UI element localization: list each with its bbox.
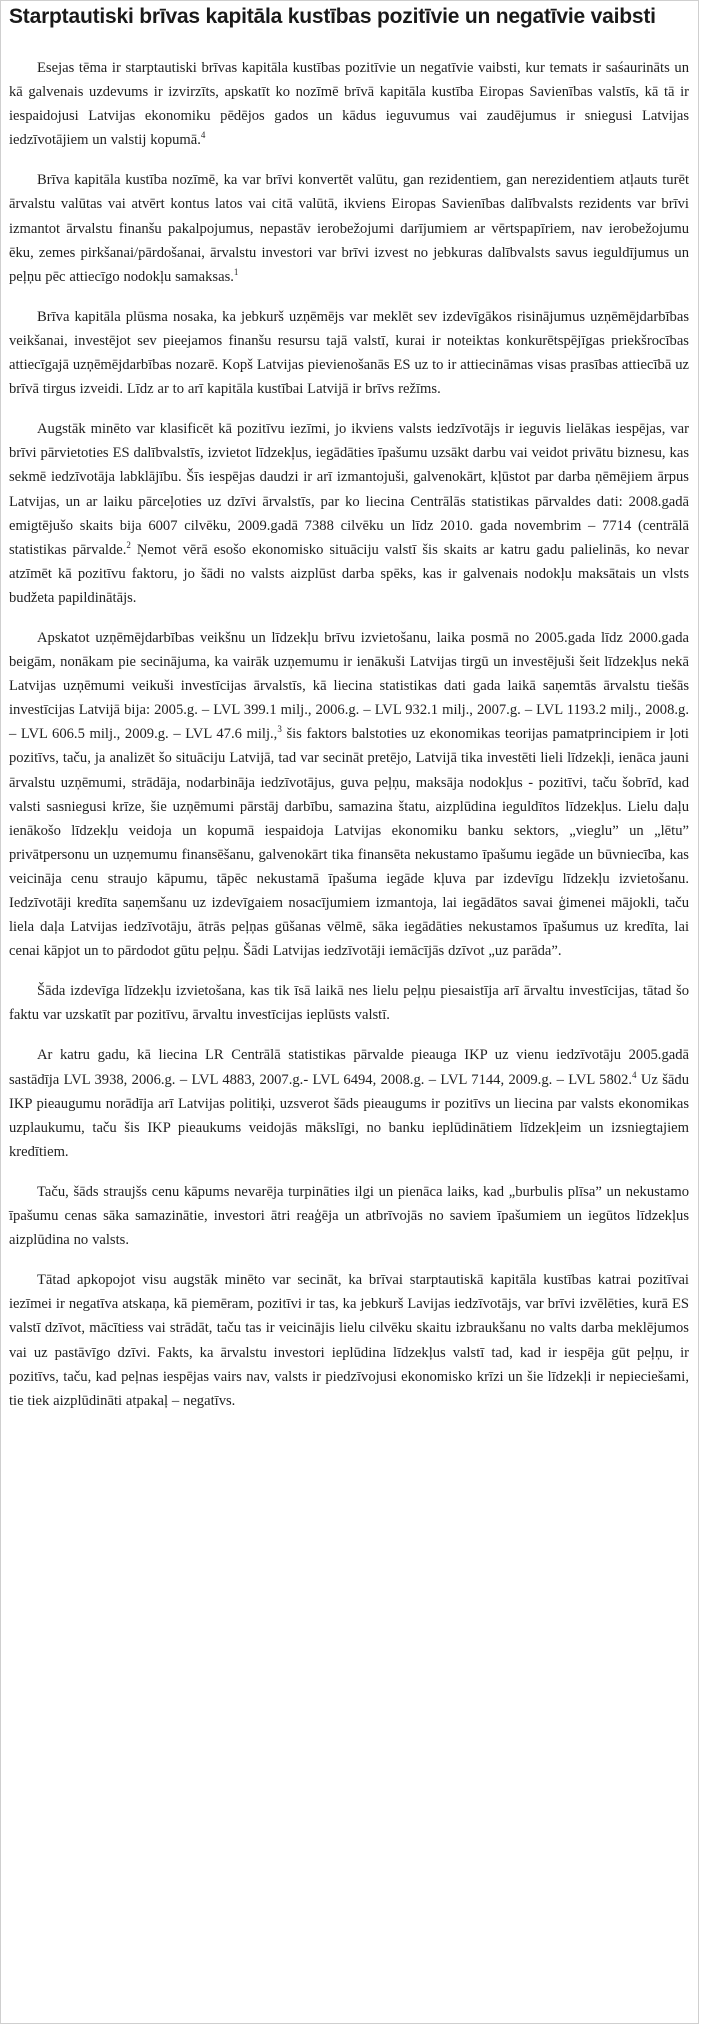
paragraph-6: [9, 979, 689, 1027]
paragraph-text: Esejas tēma ir starptautiski brīvas kapitāla kustības pozitīvie un negatīvie vaibsti, kur temats ir saśaurināts un kā galvenais uzdevums ir izvirzīts, apskatīt ko nozīmē brīvā kapitāla kustība Eiropas Savienības valstīs, kā tā ir iespaidojusi Latvijas ekonomiku pēdējos gados un kādus ieguvumus vai zaudējumus ir sniegusi Latvijas iedzīvotājiem un valstij kopumā.: [9, 60, 689, 149]
paragraph-5: [9, 626, 689, 963]
paragraph-text-cont: Ņemot vērā esošo ekonomisko situāciju valstī šis skaits ar katru gadu palielinās, ko nevar atzīmēt kā pozitīvu faktoru, jo šādi no valsts aizplūst darba spēks, kas ir galvenais nodokļu maksātais un vlsts budžeta papildinātājs.: [9, 541, 690, 606]
paragraph-text-cont: Uz šādu IKP pieaugumu norādīja arī Latvijas politiķi, uzsverot šāds pieaugums ir pozitīvs un liecina par valsts ekonomikas uzplaukumu, taču šis IKP pieaukums veidojās mākslīgi, no banku ieplūdinātiem līdzekļeim un izsniegtajiem kredītiem.: [9, 1071, 689, 1160]
paragraph-text: Apskatot uzņēmējdarbības veikšnu un līdzekļu brīvu izvietošanu, laika posmā no 2005.gada līdz 2000.gada beigām, nonākam pie secinājuma, ka vairāk uzņemumu ir ienākuši Latvijas tirgū un investējuši šeit līdzekļus nekā Latvijas uzņēmumi veikuši investīcijas ārvalstīs, kā liecina statistikas dati gada laikā saņemtās ārvalstu tiešās investīcijas Latvijā bija: 2005.g. – LVL 399.1 milj., 2006.g. – LVL 932.1 milj., 2007.g. – LVL 1193.2 milj., 2008.g. – LVL 606.5 milj., 2009.g. – LVL 47.6 milj.,: [9, 629, 689, 743]
paragraph-text: Taču, šāds straujšs cenu kāpums nevarēja turpināties ilgi un pienāca laiks, kad „burbulis plīsa” un nekustamo īpašumu cenas sāka samazinātie, investori ātri reaģēja un atbrīvojās no saviem īpašumiem un iegūtos līdzekļus aizplūdina no valsts.: [9, 1183, 689, 1249]
document-body: [9, 56, 689, 1429]
paragraph-1: [9, 56, 689, 152]
footnote-ref: 3: [277, 724, 282, 735]
paragraph-4: [9, 417, 689, 610]
paragraph-7: [9, 1043, 689, 1163]
document-title: Starptautiski brīvas kapitāla kustības pozitīvie un negatīvie vaibsti: [9, 5, 656, 28]
paragraph-text: Šāda izdevīga līdzekļu izvietošana, kas tik īsā laikā nes lielu peļņu piesaistīja arī ārvaltu investīcijas, tātad šo faktu var uzskatīt par pozitīvu, ārvaltu investīcijas ieplūsts valstī.: [9, 983, 689, 1024]
footnote-ref: 2: [126, 539, 131, 550]
paragraph-3: [9, 305, 689, 401]
paragraph-8: [9, 1180, 689, 1252]
paragraph-text: Tātad apkopojot visu augstāk minēto var secināt, ka brīvai starptautiskā kapitāla kustības katrai pozitīvai iezīmei ir negatīva atskaņa, kā piemēram, pozitīvi ir tas, ka jebkurš Lavijas iedzīvotājs, var brīvi izvēlēties, kurā ES valstī dzīvot, mācītiess vai strādāt, taču tas ir veicinājis lielu cilvēku skaitu izbraukšanu no valts darba meklējumos vai uz pastāvīgo dzīvi. Fakts, ka ārvalstu investori ieplūdina līdzekļus valstī tad, kad ir iespēja gūt peļņu, ir pozitīvs, taču, kad peļnas iespējas vairs nav, valsts ir piedzīvojusi ekonomisko krīzi un šie līdzekļi ir nepieciešami, tie tiek aizplūdināti atpakaļ – negatīvs.: [9, 1272, 689, 1409]
paragraph-text-cont: šis faktors balstoties uz ekonomikas teorijas pamatprincipiem ir ļoti pozitīvs, taču, ja analizēt šo situāciju Latvijā, tad var secināt pretējo, Latvijā tika investēti lieli līdzekļi, ienāca jauni ārvalstu uzņēmumi, strādāja, nodarbināja iedzīvotājus, guva peļņu, maksāja nodokļus - pozitīvi, taču šobrīd, kad valsti sasniegusi krīze, šie uzņēmumi pārstāj darbību, samazina štatu, aizplūdina ieguldītos līdzekļus. Lielu daļu ienākošo līdzekļu veidoja un kopumā iespaidoja Latvijas ekonomiku banku sektors, „vieglu” un „lētu” privātpersonu un uzņemumu finansēšanu, galvenokārt tika finansēta nekustamo īpašumu iegāde un būvniecība, kas veicināja cenu straujo kāpumu, tāpēc nekustamā īpašuma iegāde kļuva par izdevīgu līdzekļu izvietošanu. Iedzīvotāji kredīta saņemšanu uz izdevīgaiem nosacījumiem izmantoja, lai iegādātos savai ģimenei mājokli, taču liela daļa Latvijas iedzīvotāju, ātrās peļņas gūšanas vēlmē, sāka iegādāties nekustamos īpašumus uz kredīta, lai cenai kāpjot un to pārdodot gūtu peļņu. Šādi Latvijas iedzīvotāji iemācījās dzīvot „uz parāda”.: [9, 726, 689, 960]
paragraph-2: [9, 168, 689, 288]
paragraph-text: Ar katru gadu, kā liecina LR Centrālā statistikas pārvalde pieauga IKP uz vienu iedzīvotāju 2005.gadā sastādīja LVL 3938, 2006.g. – LVL 4883, 2007.g.- LVL 6494, 2008.g. – LVL 7144, 2009.g. – LVL 5802.: [9, 1047, 689, 1088]
footnote-ref: 4: [631, 1069, 637, 1080]
paragraph-text: Brīva kapitāla plūsma nosaka, ka jebkurš uzņēmējs var meklēt sev izdevīgākos risinājumus uzņēmējdarbības veikšanai, investējot sev pieejamos finanšu resursu tajā valstī, kurai ir noteiktas konkurētspējīgas priekšrocības attiecīgajā uzņēmējdarbības nozarē. Kopš Latvijas pievienošanās ES uz to ir attiecināmas visas prasības attiecībā uz brīvā tirgus izveidi. Līdz ar to arī kapitāla kustībai Latvijā ir brīvs režīms.: [9, 308, 689, 398]
footnote-ref: 1: [233, 266, 239, 277]
footnote-ref: 4: [200, 130, 206, 141]
paragraph-9: [9, 1268, 689, 1413]
paragraph-text: Brīva kapitāla kustība nozīmē, ka var brīvi konvertēt valūtu, gan rezidentiem, gan nerezidentiem atļauts turēt ārvalstu valūtas vai atvērt kontus latos vai citā valūtā, ikviens Eiropas Savienības dalībvalsts rezidents var brīvi izmantot ārvalstu finanšu pakalpojumus, nepastāv ierobežojumi darījumiem ar vērtspapīriem, nav ierobežojumu ēku, zemes pirkšanai/pārdošanai, ārvalstu investori var brīvi izvest no jebkuras dalībvalsts savus ieguldījumus un peļņu pēc attiecīgo nodokļu samaksas.: [9, 172, 689, 285]
paragraph-text: Augstāk minēto var klasificēt kā pozitīvu iezīmi, jo ikviens valsts iedzīvotājs ir ieguvis lielākas iespējas, var brīvi pārvietoties ES dalībvalstīs, izvietot līdzekļus, iegādāties īpašumu uzsākt darbu vai veidot privātu biznesu, kas sekmē iedzīvotāja labklājību. Šīs iespējas daudzi ir arī izmantojuši, galvenokārt, kļūstot par darba ņēmējiem ārpus Latvijas, un ar laiku pārceļoties uz dzīvi ārvalstīs, par ko liecina Centrālās statistikas pārvaldes dati: 2008.gadā emigtējušo skaits bija 6007 cilvēku, 2009.gadā 7388 cilvēku un līdz 2010. gada novembrim – 7714 (centrālā statistikas pārvalde.: [9, 421, 689, 558]
